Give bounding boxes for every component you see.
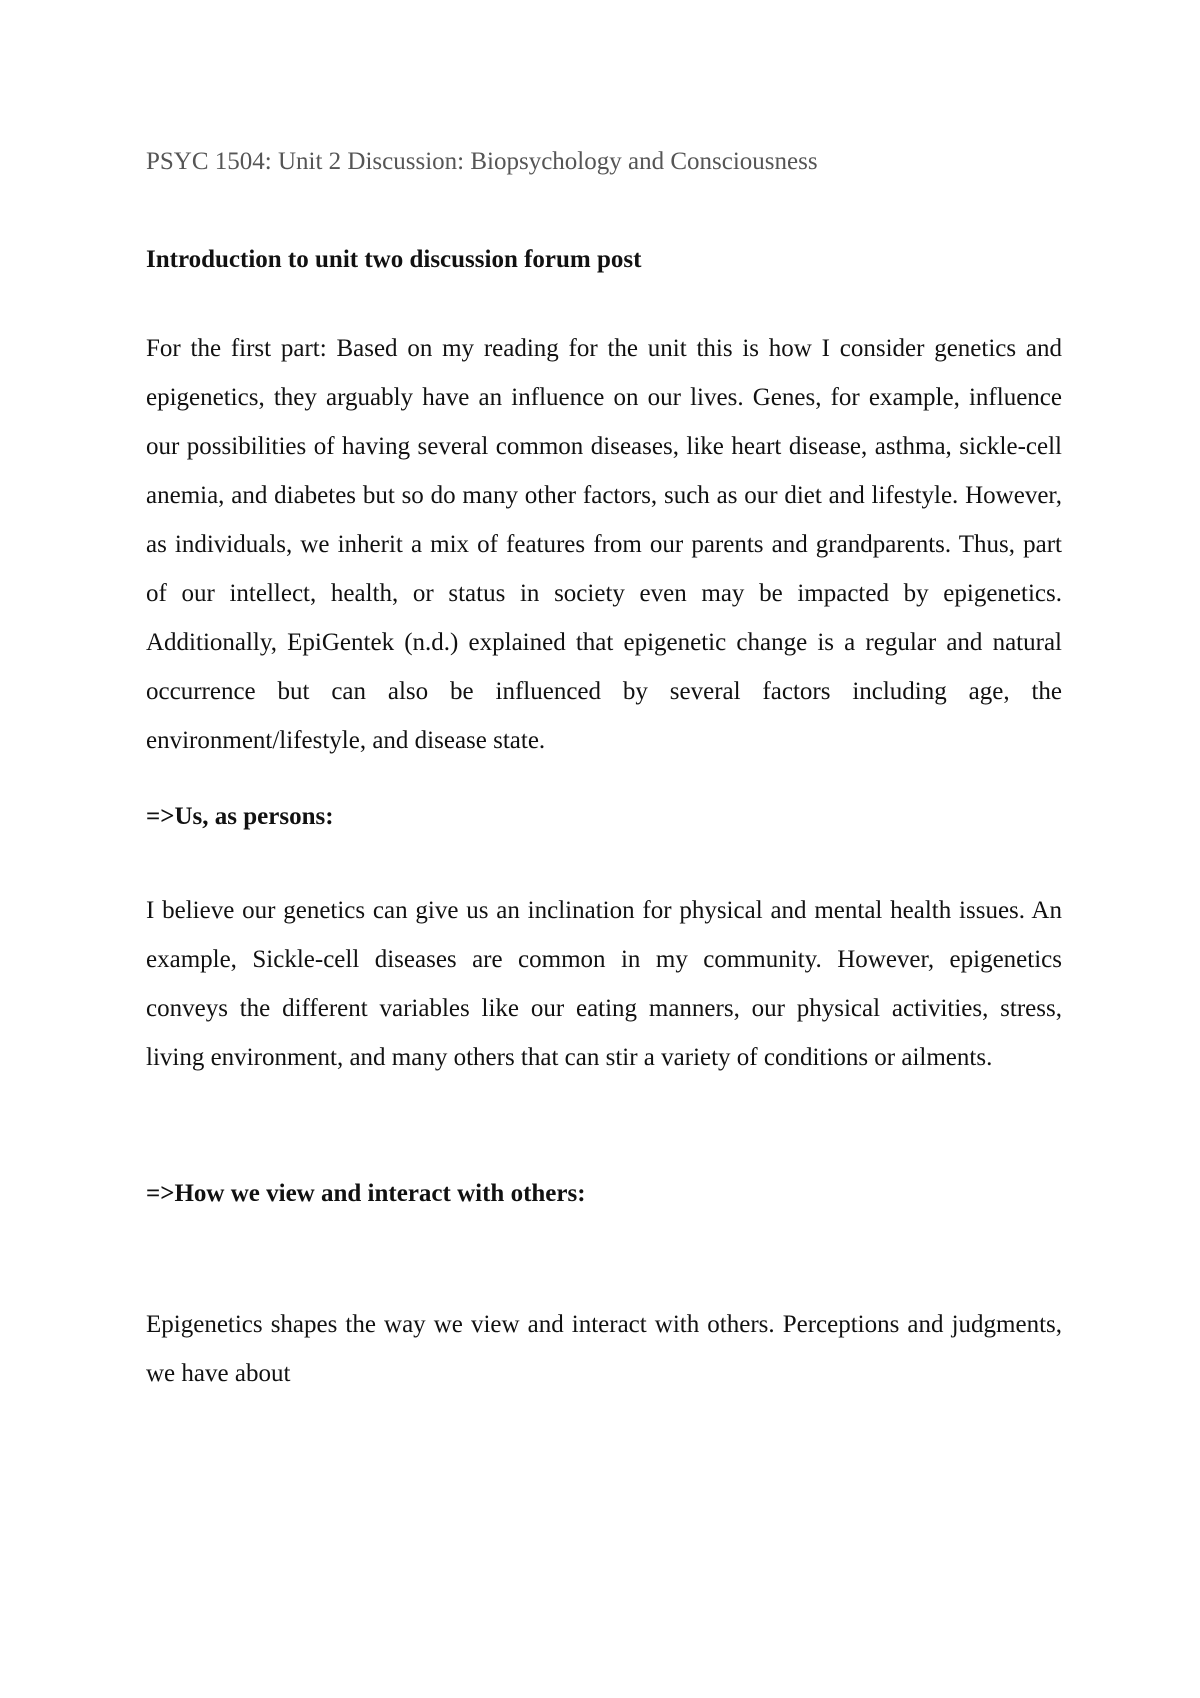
- section-heading-interact-others: =>How we view and interact with others:: [146, 1180, 586, 1207]
- paragraph-interact-others: Epigenetics shapes the way we view and interact with others. Perceptions and judgments, we have about: [146, 1311, 1062, 1387]
- section-heading-persons: =>Us, as persons:: [146, 803, 334, 830]
- paragraph-genetics-epigenetics: For the first part: Based on my reading for the unit this is how I consider genetics and epigenetics, they arguably have an influence on our lives. Genes, for example, influence our possibilities of having several common diseases, like heart disease, asthma, sickle-cell anemia, and diabetes but so do many other factors, such as our diet and lifestyle. However, as individuals, we inherit a mix of features from our parents and grandparents. Thus, part of our intellect, health, or status in society even may be impacted by epigenetics. Additionally, EpiGentek (n.d.) explained that epigenetic change is a regular and natural occurrence but can also be influenced by several factors including age, the environment/lifestyle, and disease state.: [146, 335, 1062, 754]
- paragraph-persons: I believe our genetics can give us an inclination for physical and mental health issues. An example, Sickle-cell diseases are common in my community. However, epigenetics conveys the different variables like our eating manners, our physical activities, stress, living environment, and many others that can stir a variety of conditions or ailments.: [146, 897, 1062, 1071]
- intro-heading: Introduction to unit two discussion forum post: [146, 246, 642, 273]
- document-title: PSYC 1504: Unit 2 Discussion: Biopsychology and Consciousness: [146, 148, 818, 175]
- document-body: [146, 145, 1062, 1398]
